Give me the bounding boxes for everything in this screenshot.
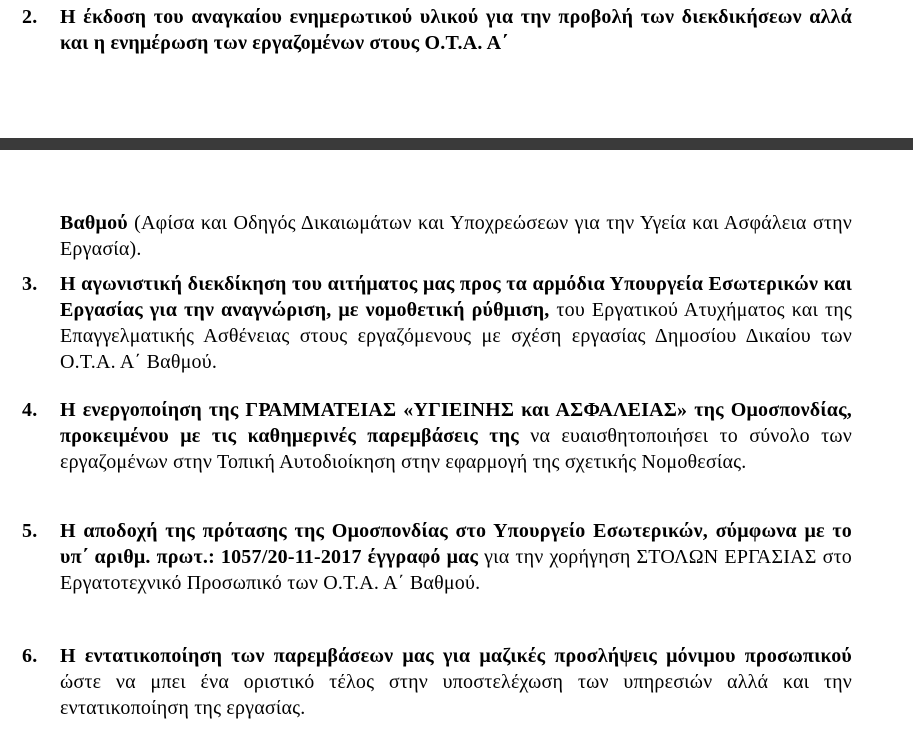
item-text: [60, 4, 852, 56]
item-normal-text: (Αφίσα και Οδηγός Δικαιωμάτων και Υποχρεώσεων για την Υγεία και Ασφάλεια στην Εργασία).: [60, 212, 852, 260]
item-number: 6.: [22, 645, 38, 667]
item-number: 3.: [22, 273, 38, 295]
item-number: 4.: [22, 399, 38, 421]
item-text: [60, 271, 852, 375]
item-normal-text: ώστε να μπει ένα οριστικό τέλος στην υποστελέχωση των υπηρεσιών αλλά και την εντατικοποίηση της εργασίας.: [60, 671, 852, 719]
item-bold-text: Η ενεργοποίηση της ΓΡΑΜΜΑΤΕΙΑΣ «ΥΓΙΕΙΝΗΣ και ΑΣΦΑΛΕΙΑΣ» της Ομοσπονδίας, προκειμένου με τις καθημερινές παρεμβάσεις της: [60, 399, 852, 447]
item-text: [60, 518, 852, 596]
item-text: [60, 643, 852, 721]
item-text: [60, 210, 852, 262]
item-bold-text: Η έκδοση του αναγκαίου ενημερωτικού υλικού για την προβολή των διεκδικήσεων αλλά και η ενημέρωση των εργαζομένων στους Ο.Τ.Α. Α΄: [60, 6, 852, 54]
item-normal-text: να ευαισθητοποιήσει το σύνολο των εργαζομένων στην Τοπική Αυτοδιοίκηση στην εφαρμογή της σχετικής Νομοθεσίας.: [60, 425, 852, 473]
item-bold-text: Η αποδοχή της πρότασης της Ομοσπονδίας στο Υπουργείο Εσωτερικών, σύμφωνα με το υπ΄ αριθμ. πρωτ.: 1057/20-11-2017 έγγραφό μας: [60, 520, 852, 568]
item-normal-text: για την χορήγηση ΣΤΟΛΩΝ ΕΡΓΑΣΙΑΣ στο Εργατοτεχνικό Προσωπικό των Ο.Τ.Α. Α΄ Βαθμού.: [60, 546, 853, 594]
item-normal-text: του Εργατικού Ατυχήματος και της Επαγγελματικής Ασθένειας στους εργαζόμενους με σχέση εργασίας Δημοσίου Δικαίου των Ο.Τ.Α. Α΄ Βαθμού.: [60, 299, 852, 373]
item-text: [60, 397, 852, 475]
item-number: 5.: [22, 520, 38, 542]
page-break-separator: [0, 138, 913, 150]
item-bold-text: Η εντατικοποίηση των παρεμβάσεων μας για μαζικές προσλήψεις μόνιμου προσωπικού: [60, 645, 852, 667]
item-bold-text: Η αγωνιστική διεκδίκηση του αιτήματος μας προς τα αρμόδια Υπουργεία Εσωτερικών και Εργασίας για την αναγνώριση, με νομοθετική ρύθμιση,: [60, 273, 852, 321]
item-number: 2.: [22, 6, 38, 28]
item-bold-text: Βαθμού: [60, 212, 128, 234]
